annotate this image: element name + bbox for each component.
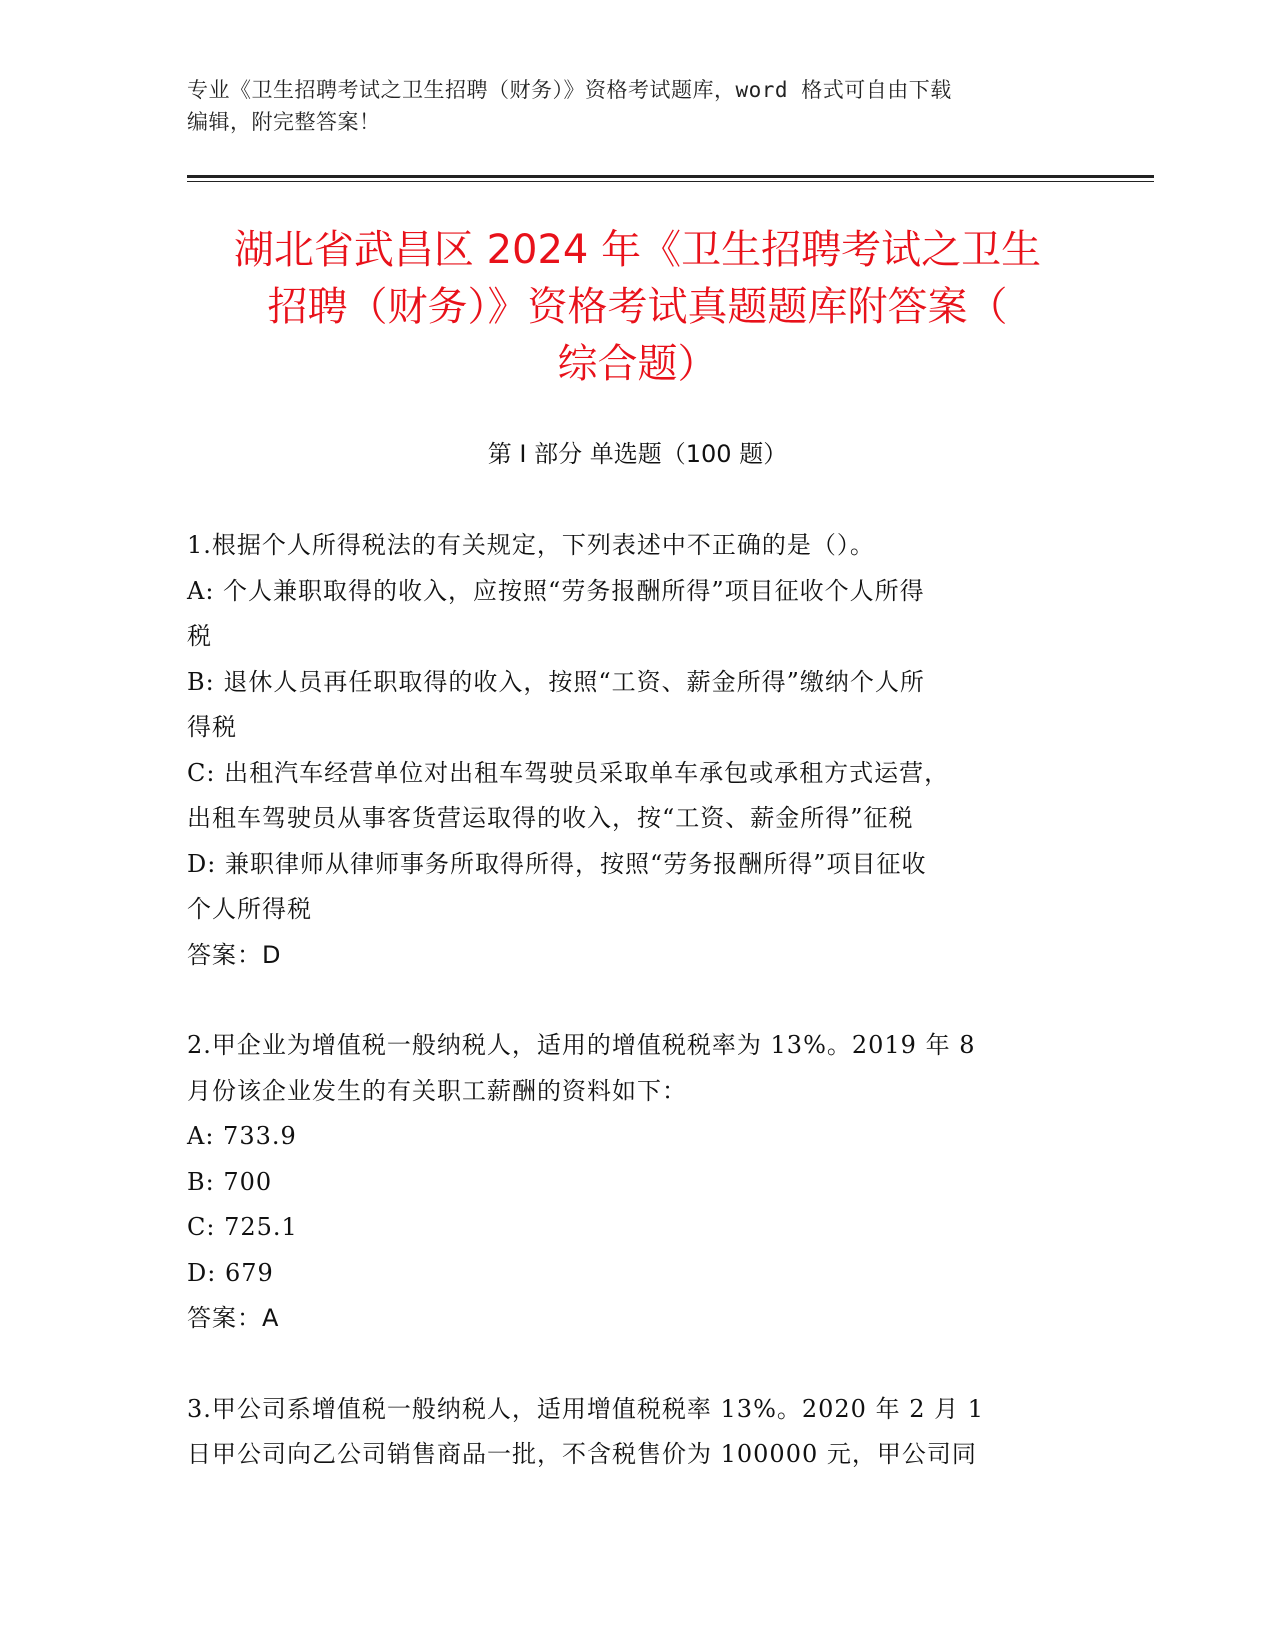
header-note bbox=[187, 74, 1067, 138]
option-text: 得税 bbox=[187, 713, 237, 741]
header-note-line-2: 编辑，附完整答案！ bbox=[187, 110, 381, 134]
option-b bbox=[187, 1160, 1067, 1206]
header-note-line-1: 专业《卫生招聘考试之卫生招聘（财务）》资格考试题库，word 格式可自由下载 bbox=[187, 78, 952, 102]
question-stem: 3.甲公司系增值税一般纳税人，适用增值税税率 13%。2020 年 2 月 1 bbox=[187, 1394, 985, 1423]
question-stem: 日甲公司向乙公司销售商品一批，不含税售价为 100000 元，甲公司同 bbox=[187, 1440, 977, 1468]
header-divider-thick bbox=[187, 175, 1154, 178]
document-title-line-1: 湖北省武昌区 2024 年《卫生招聘考试之卫生 bbox=[233, 227, 1042, 273]
option-b bbox=[187, 660, 1067, 751]
option-text: 出租车驾驶员从事客货营运取得的收入，按“工资、薪金所得”征税 bbox=[187, 804, 914, 832]
option-a bbox=[187, 1114, 1067, 1160]
option-d bbox=[187, 842, 1067, 933]
header-divider-thin bbox=[187, 181, 1154, 182]
option-text: C: 725.1 bbox=[187, 1213, 298, 1241]
option-d bbox=[187, 1251, 1067, 1297]
document-title-line-3: 综合题） bbox=[557, 341, 718, 387]
question-stem: 1.根据个人所得税法的有关规定，下列表述中不正确的是（）。 bbox=[187, 531, 875, 559]
option-text: D: 679 bbox=[187, 1258, 274, 1287]
section-heading: 第 I 部分 单选题（100 题） bbox=[487, 440, 788, 468]
option-text: D: 兼职律师从律师事务所取得所得，按照“劳务报酬所得”项目征收 bbox=[187, 849, 927, 878]
question-stem: 月份该企业发生的有关职工薪酬的资料如下： bbox=[187, 1076, 687, 1105]
option-text: 税 bbox=[187, 622, 212, 650]
document-title bbox=[160, 222, 1115, 393]
option-text: B: 退休人员再任职取得的收入，按照“工资、薪金所得”缴纳个人所 bbox=[187, 667, 925, 696]
option-text: 个人所得税 bbox=[187, 895, 312, 923]
question-1 bbox=[187, 523, 1067, 978]
document-title-line-2: 招聘（财务）》资格考试真题题库附答案（ bbox=[267, 284, 1008, 330]
option-text: B: 700 bbox=[187, 1167, 273, 1196]
question-2 bbox=[187, 1023, 1067, 1342]
question-3 bbox=[187, 1387, 1067, 1478]
question-stem: 2.甲企业为增值税一般纳税人，适用的增值税税率为 13%。2019 年 8 bbox=[187, 1031, 976, 1059]
option-c bbox=[187, 1205, 1067, 1251]
option-c bbox=[187, 751, 1067, 842]
answer-label: 答案：A bbox=[187, 1304, 280, 1332]
option-text: A: 733.9 bbox=[187, 1122, 297, 1150]
question-list bbox=[187, 523, 1067, 1523]
answer-label: 答案：D bbox=[187, 940, 282, 969]
option-text: A: 个人兼职取得的收入，应按照“劳务报酬所得”项目征收个人所得 bbox=[187, 576, 925, 605]
option-text: C: 出租汽车经营单位对出租车驾驶员采取单车承包或承租方式运营， bbox=[187, 758, 950, 787]
option-a bbox=[187, 569, 1067, 660]
